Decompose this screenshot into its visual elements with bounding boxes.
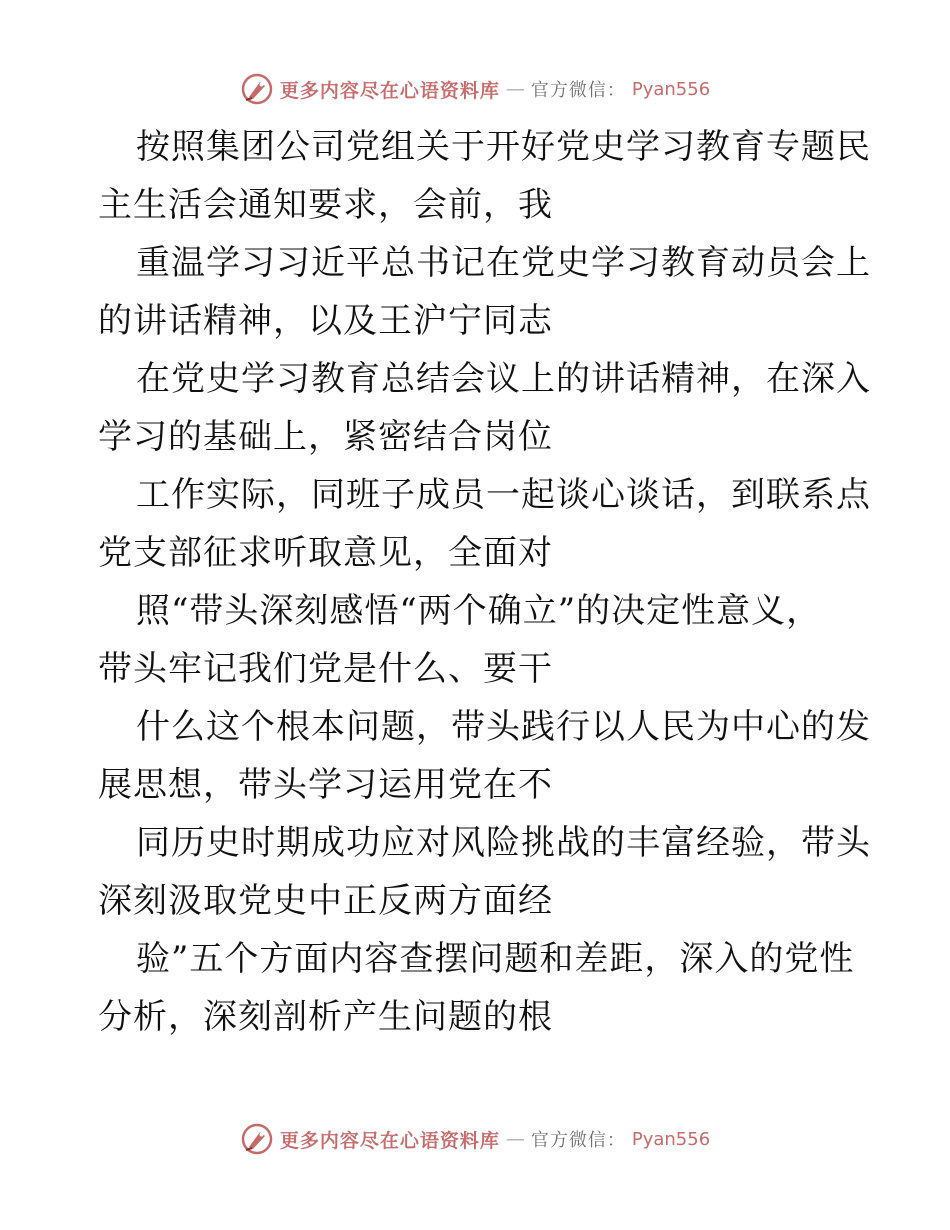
paragraph-line: 什么这个根本问题，带头践行以人民为中心的发 [136,707,871,747]
paragraph [98,234,871,350]
header-watermark [0,72,950,106]
paragraph-line: 的讲话精神，以及王沪宁同志 [98,301,553,341]
paragraph [98,814,871,930]
paragraph-line: 按照集团公司党组关于开好党史学习教育专题民 [136,127,871,167]
paragraph-line: 照“带头深刻感悟“两个确立”的决定性意义， [136,591,822,631]
pen-nib-icon [240,1122,274,1156]
pen-nib-icon [240,72,274,106]
document-body [98,118,871,1046]
paragraph [98,350,871,466]
paragraph-line: 同历史时期成功应对风险挑战的丰富经验，带头 [136,823,871,863]
watermark-wechat-id: Pyan556 [631,78,711,100]
paragraph-line: 展思想，带头学习运用党在不 [98,765,553,805]
paragraph-line: 分析，深刻剖析产生问题的根 [98,997,553,1037]
paragraph-line: 学习的基础上，紧密结合岗位 [98,417,553,457]
paragraph-line: 党支部征求听取意见，全面对 [98,533,553,573]
paragraph [98,582,858,698]
watermark-title: 更多内容尽在心语资料库 [279,79,500,102]
watermark-separator: — [505,78,525,100]
paragraph [98,118,871,234]
watermark-wechat-id: Pyan556 [631,1128,711,1150]
paragraph-line: 工作实际，同班子成员一起谈心谈话，到联系点 [136,475,871,515]
paragraph [98,466,871,582]
watermark-title: 更多内容尽在心语资料库 [279,1129,500,1152]
paragraph-line: 重温学习习近平总书记在党史学习教育动员会上 [136,243,871,283]
paragraph [98,698,871,814]
paragraph-line: 在党史学习教育总结会议上的讲话精神，在深入 [136,359,871,399]
watermark-wechat-label: 官方微信： [530,80,626,101]
paragraph-line: 验”五个方面内容查摆问题和差距，深入的党性 [136,939,855,979]
footer-watermark [0,1122,950,1156]
watermark-wechat-label: 官方微信： [530,1130,626,1151]
paragraph [98,930,858,1046]
watermark-separator: — [505,1128,525,1150]
paragraph-line: 深刻汲取党史中正反两方面经 [98,881,553,921]
paragraph-line: 主生活会通知要求，会前，我 [98,185,553,225]
paragraph-line: 带头牢记我们党是什么、要干 [98,649,553,689]
